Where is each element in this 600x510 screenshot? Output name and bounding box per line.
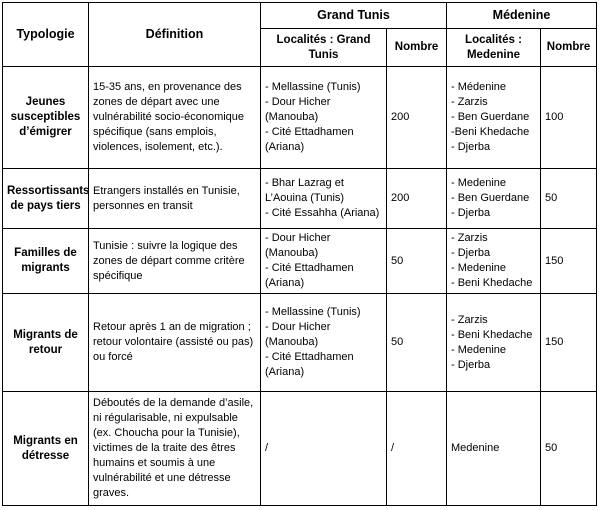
localite-item: - Zarzis	[451, 313, 488, 326]
localite-item: - Zarzis	[451, 232, 488, 244]
localite-item: - Cité Essahha (Ariana)	[265, 207, 380, 219]
localite-item: - Cité Ettadhamen (Ariana)	[265, 126, 354, 153]
cell-definition: Retour après 1 an de migration ; retour volontaire (assisté ou pas) ou forcé	[89, 294, 261, 392]
header-medenine: Médenine	[447, 3, 597, 29]
typology-table	[2, 2, 597, 506]
cell-localites-grand-tunis	[261, 229, 387, 294]
localite-item: - Djerba	[451, 141, 491, 153]
table-row	[3, 169, 597, 229]
cell-localites-medenine	[447, 392, 541, 506]
localite-item: - Bhar Lazrag et L’Aouina (Tunis)	[265, 177, 345, 204]
localite-item: - Ben Guerdane	[451, 111, 530, 123]
cell-localites-medenine	[447, 169, 541, 229]
cell-definition: Tunisie : suivre la logique des zones de départ comme critère spécifique	[89, 229, 261, 294]
table-row	[3, 229, 597, 294]
localite-item: - Medenine	[451, 177, 507, 189]
localite-item: -Beni Khedache	[451, 126, 530, 138]
header-grand-tunis: Grand Tunis	[261, 3, 447, 29]
localite-item: - Mellassine (Tunis)	[265, 306, 361, 318]
localite-item: - Cité Ettadhamen (Ariana)	[265, 262, 354, 289]
localite-item: - Medenine	[451, 262, 507, 274]
cell-localites-medenine	[447, 294, 541, 392]
localite-item: /	[265, 442, 269, 454]
cell-nombre-grand-tunis: 200	[387, 67, 447, 169]
cell-definition: 15-35 ans, en provenance des zones de départ avec une vulnérabilité socio-économique spécifique (sans emplois, violences, isolement, etc.).	[89, 67, 261, 169]
localite-item: - Mellassine (Tunis)	[265, 81, 361, 93]
localite-item: - Beni Khedache	[451, 277, 533, 289]
cell-localites-grand-tunis	[261, 169, 387, 229]
localite-item: Medenine	[451, 442, 500, 454]
header-localites-medenine: Localités : Medenine	[447, 29, 541, 67]
localite-item: - Beni Khedache	[451, 328, 533, 341]
localite-item: - Médenine	[451, 81, 507, 93]
cell-localites-grand-tunis	[261, 67, 387, 169]
localite-item: - Dour Hicher (Manouba)	[265, 96, 331, 123]
table-row	[3, 392, 597, 506]
cell-definition: Déboutés de la demande d’asile, ni régularisable, ni expulsable (ex. Choucha pour la Tunisie), victimes de la traite des êtres humains et soumis à une vulnérabilité et une détresse graves.	[89, 392, 261, 506]
cell-nombre-grand-tunis: /	[387, 392, 447, 506]
localite-item: - Cité Ettadhamen (Ariana)	[265, 351, 354, 378]
localite-item: - Djerba	[451, 207, 491, 219]
localite-item: - Ben Guerdane	[451, 192, 530, 204]
cell-typologie: Migrants de retour	[3, 294, 89, 392]
header-definition: Définition	[89, 3, 261, 67]
cell-nombre-grand-tunis: 50	[387, 294, 447, 392]
localite-item: - Dour Hicher (Manouba)	[265, 321, 331, 348]
cell-nombre-medenine: 150	[541, 294, 597, 392]
table-body	[3, 67, 597, 506]
cell-localites-grand-tunis	[261, 294, 387, 392]
cell-nombre-medenine: 50	[541, 392, 597, 506]
localite-item: - Zarzis	[451, 96, 488, 108]
localite-item: - Medenine	[451, 343, 507, 356]
cell-localites-medenine	[447, 67, 541, 169]
cell-typologie: Familles de migrants	[3, 229, 89, 294]
cell-nombre-medenine: 100	[541, 67, 597, 169]
localite-item: - Djerba	[451, 247, 491, 259]
cell-nombre-grand-tunis: 50	[387, 229, 447, 294]
localite-item: - Dour Hicher (Manouba)	[265, 232, 331, 259]
cell-typologie: Ressortissants de pays tiers	[3, 169, 89, 229]
localite-item: - Djerba	[451, 358, 491, 371]
header-row-1	[3, 3, 597, 29]
header-nombre-grand-tunis: Nombre	[387, 29, 447, 67]
cell-typologie: Jeunes susceptibles d’émigrer	[3, 67, 89, 169]
table-row	[3, 294, 597, 392]
cell-typologie: Migrants en détresse	[3, 392, 89, 506]
cell-nombre-medenine: 150	[541, 229, 597, 294]
header-localites-grand-tunis: Localités : Grand Tunis	[261, 29, 387, 67]
cell-localites-grand-tunis	[261, 392, 387, 506]
header-typologie: Typologie	[3, 3, 89, 67]
cell-localites-medenine	[447, 229, 541, 294]
table-row	[3, 67, 597, 169]
cell-definition: Etrangers installés en Tunisie, personnes en transit	[89, 169, 261, 229]
header-nombre-medenine: Nombre	[541, 29, 597, 67]
cell-nombre-medenine: 50	[541, 169, 597, 229]
cell-nombre-grand-tunis: 200	[387, 169, 447, 229]
